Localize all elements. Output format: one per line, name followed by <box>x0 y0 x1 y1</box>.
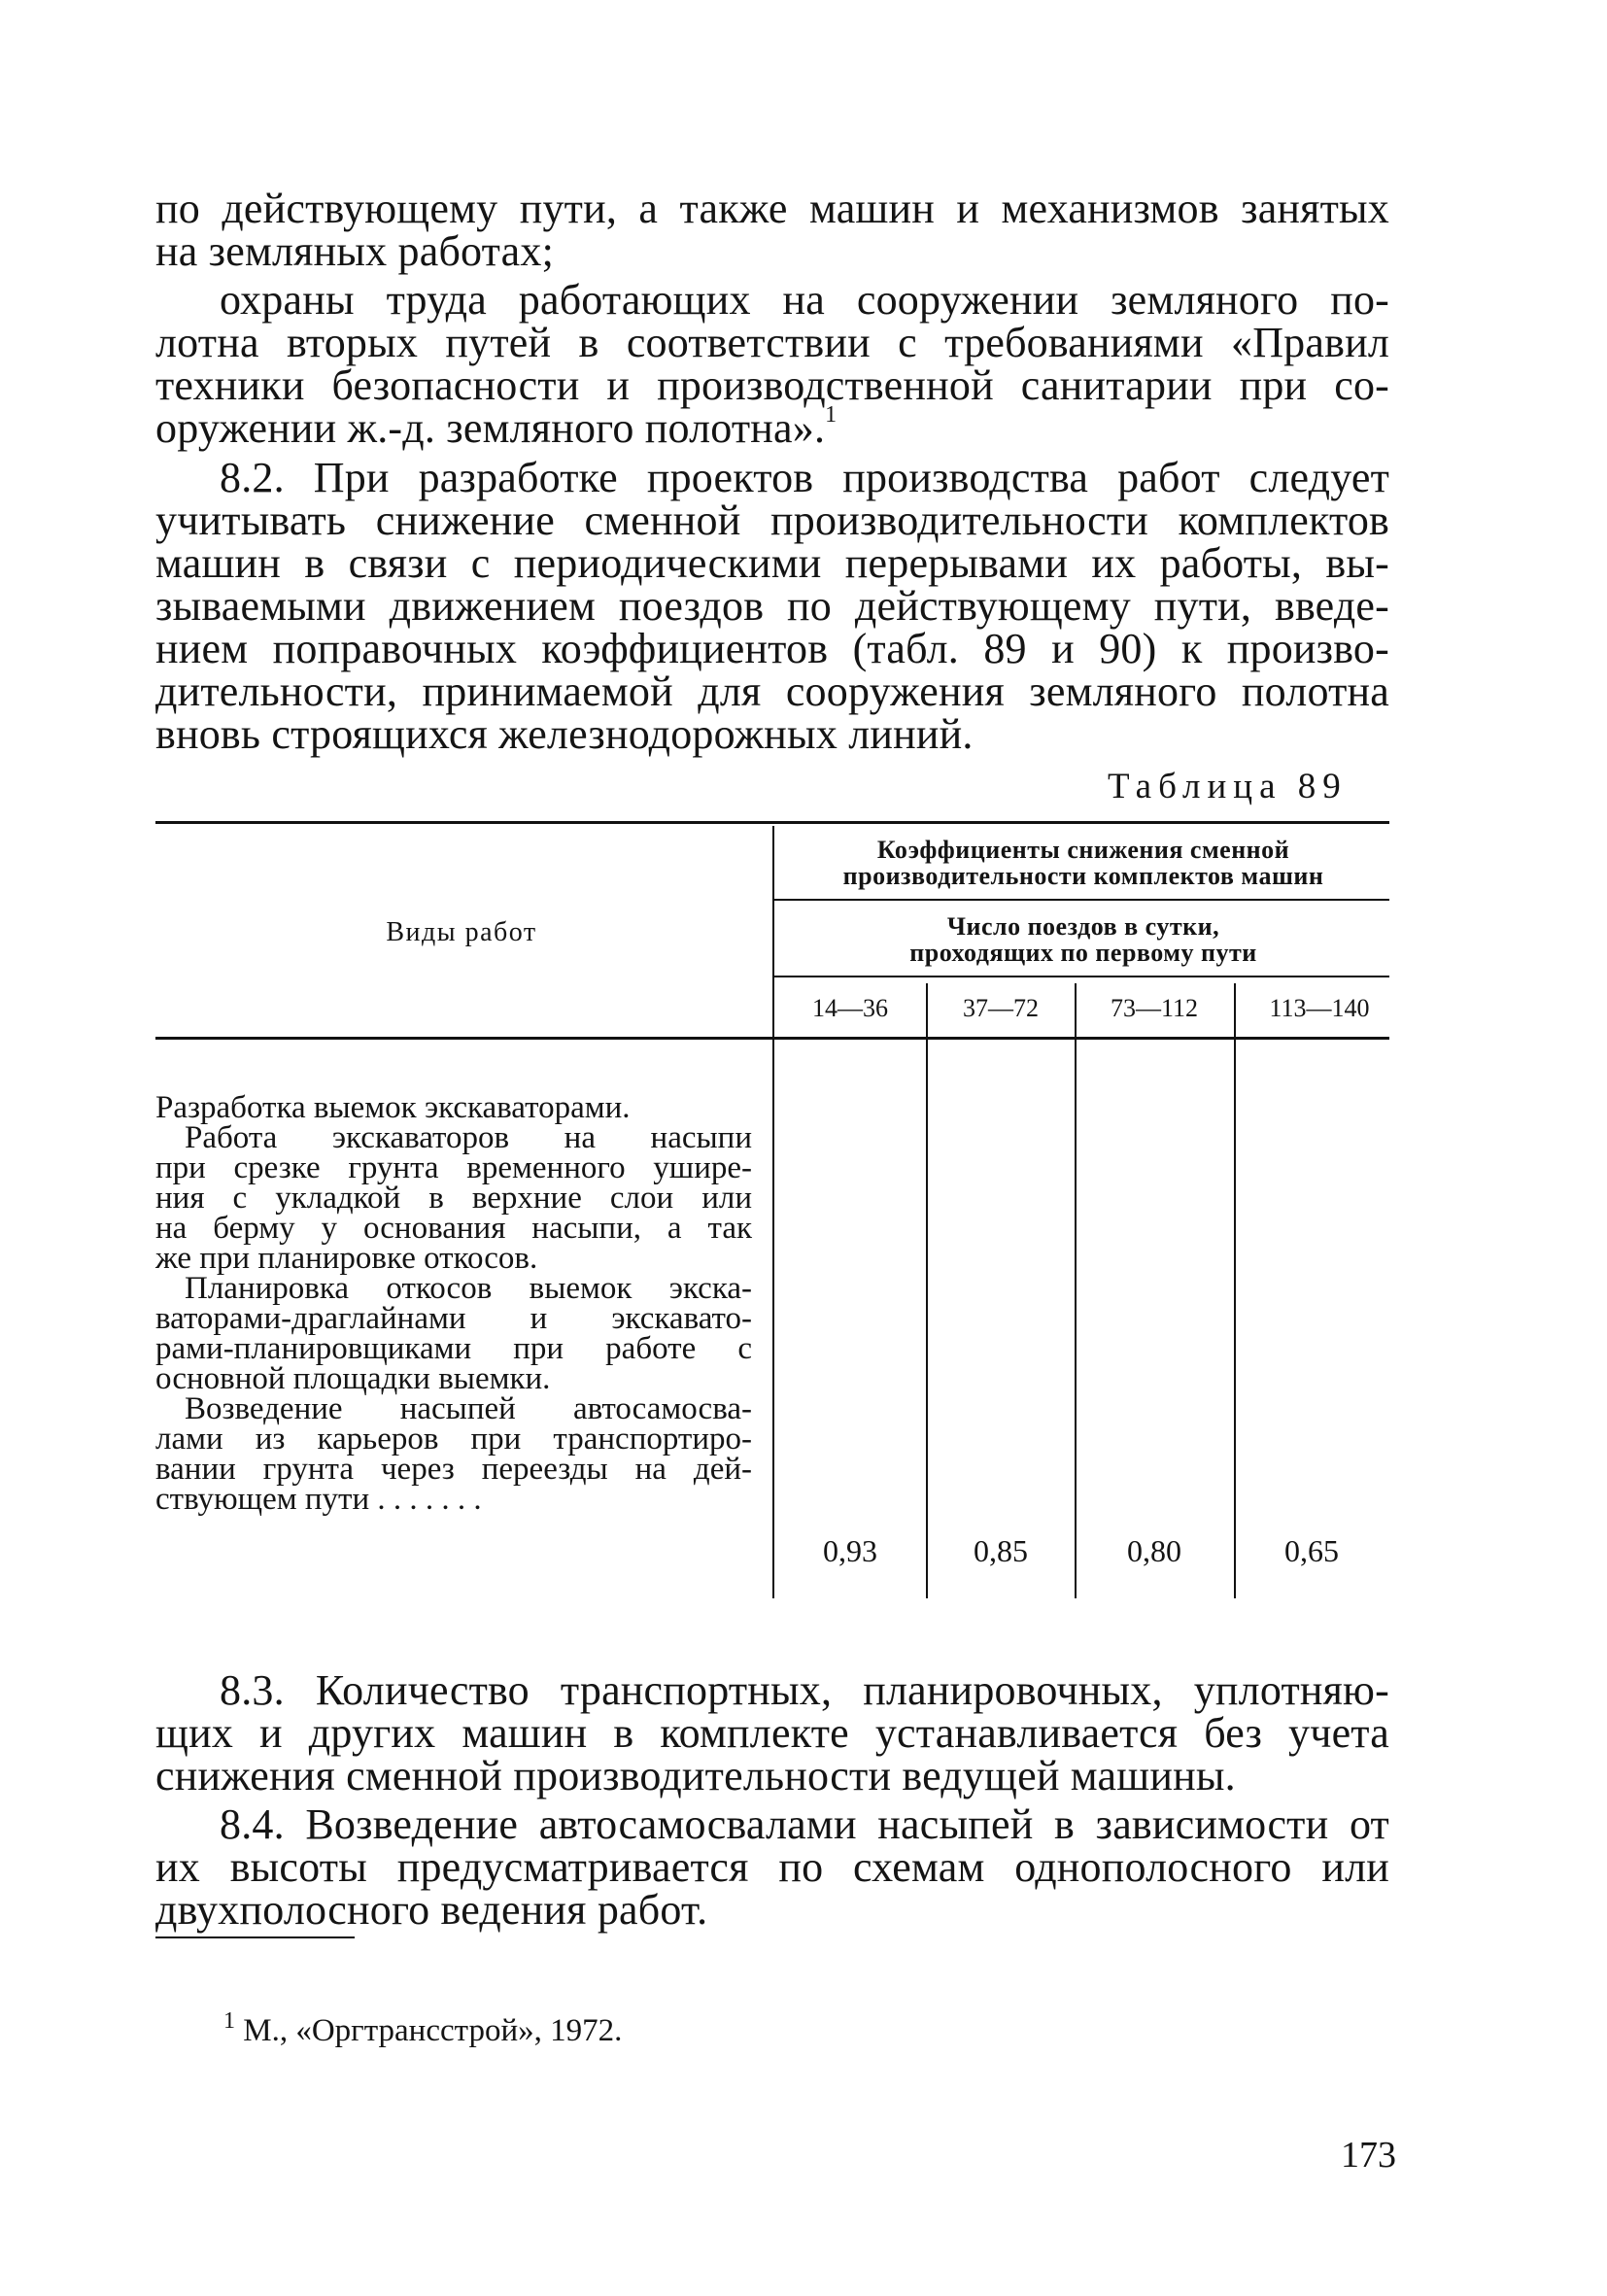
text-line: при срезке грунта временного ушире- <box>155 1150 752 1185</box>
header-line: Коэффициенты снижения сменной <box>876 836 1290 864</box>
header-rule <box>774 976 1389 977</box>
text-line: же при планировке откосов. <box>155 1241 538 1276</box>
paragraph-8-3 <box>155 1666 1389 1799</box>
text-line: щих и других машин в комплекте устанавливается без учета <box>155 1709 1389 1757</box>
text-line: лами из карьеров при транспортиро- <box>155 1422 752 1456</box>
footnote-ref: 1 <box>825 402 838 428</box>
text-line: Разработка выемок экскаваторами. <box>155 1090 631 1125</box>
page-number: 173 <box>1341 2135 1396 2176</box>
column-header-113-140: 113—140 <box>1269 994 1370 1022</box>
text-line: нием поправочных коэффициентов (табл. 89 и 90) к произво- <box>155 625 1389 672</box>
text-line: 8.2. При разработке проектов производства работ следует <box>220 454 1389 501</box>
header-trains <box>777 913 1389 966</box>
table-top-rule <box>155 821 1389 824</box>
value-37-72: 0,85 <box>974 1533 1028 1568</box>
text-line: снижения сменной производительности ведущей машины. <box>155 1752 1236 1799</box>
text-line: Возведение насыпей автосамосва- <box>185 1391 752 1426</box>
text-line: машин в связи с периодическими перерывами их работы, вы- <box>155 539 1389 587</box>
footnote <box>223 2008 623 2049</box>
text-line: 8.4. Возведение автосамосвалами насыпей в зависимости от <box>220 1800 1389 1848</box>
text-line: учитывать снижение сменной производительности комплектов <box>155 497 1389 544</box>
header-line: производительности комплектов машин <box>842 862 1324 890</box>
text-line: охраны труда работающих на сооружении земляного по- <box>220 276 1389 324</box>
table-row-label <box>155 1090 752 1517</box>
text-line: вновь строящихся железнодорожных линий. <box>155 710 974 758</box>
footnote-text: М., «Оргтрансстрой», 1972. <box>243 2013 623 2048</box>
footnote-rule <box>155 1936 355 1938</box>
table-caption: Таблица 89 <box>1108 767 1348 806</box>
text-line: 8.3. Количество транспортных, планировочных, уплотняю- <box>220 1666 1389 1714</box>
text-line: ваторами-драглайнами и экскавато- <box>155 1301 752 1336</box>
value-113-140: 0,65 <box>1284 1533 1339 1568</box>
header-line: Число поездов в сутки, <box>946 912 1220 941</box>
column-rule <box>1234 983 1236 1598</box>
text-line-content: оружении ж.-д. земляного полотна». <box>155 404 826 452</box>
paragraph-continuation <box>155 185 1389 275</box>
text-line: на земляных работах; <box>155 227 554 275</box>
text-line: ствующем пути . . . . . . . <box>155 1482 482 1517</box>
text-line: рами-планировщиками при работе с <box>155 1331 752 1366</box>
column-rule <box>772 826 774 1598</box>
header-works: Виды работ <box>386 917 537 947</box>
text-line: по действующему пути, а также машин и механизмов занятых <box>155 185 1389 232</box>
text-line: вании грунта через переезды на дей- <box>155 1452 752 1487</box>
text-line: зываемыми движением поездов по действующему пути, введе- <box>155 582 1389 630</box>
text-line: основной площадки выемки. <box>155 1361 551 1396</box>
text-line: двухполосного ведения работ. <box>155 1886 708 1934</box>
column-rule <box>1075 983 1077 1598</box>
text-line: Работа экскаваторов на насыпи <box>185 1120 752 1155</box>
text-line: дительности, принимаемой для сооружения земляного полотна <box>155 668 1389 715</box>
column-rule <box>926 983 928 1598</box>
text-line: лотна вторых путей в соответствии с требованиями «Правил <box>155 319 1389 366</box>
footnote-mark: 1 <box>223 2008 235 2034</box>
header-coefficients <box>777 837 1389 889</box>
header-line: проходящих по первому пути <box>909 939 1257 967</box>
text-line <box>155 402 1389 452</box>
column-header-14-36: 14—36 <box>812 994 888 1022</box>
text-line: Планировка откосов выемок экска- <box>185 1271 752 1306</box>
paragraph-8-2 <box>155 454 1389 758</box>
value-14-36: 0,93 <box>823 1533 877 1568</box>
text-line: ния с укладкой в верхние слои или <box>155 1181 752 1216</box>
paragraph-safety <box>155 276 1389 452</box>
column-header-37-72: 37—72 <box>963 994 1039 1022</box>
header-rule <box>774 899 1389 901</box>
text-line: техники безопасности и производственной санитарии при со- <box>155 361 1389 409</box>
text-line: их высоты предусматривается по схемам однополосного или <box>155 1843 1389 1891</box>
text-line: на берму у основания насыпи, а так <box>155 1211 752 1246</box>
value-73-112: 0,80 <box>1127 1533 1181 1568</box>
paragraph-8-4 <box>155 1800 1389 1934</box>
column-header-73-112: 73—112 <box>1110 994 1199 1022</box>
